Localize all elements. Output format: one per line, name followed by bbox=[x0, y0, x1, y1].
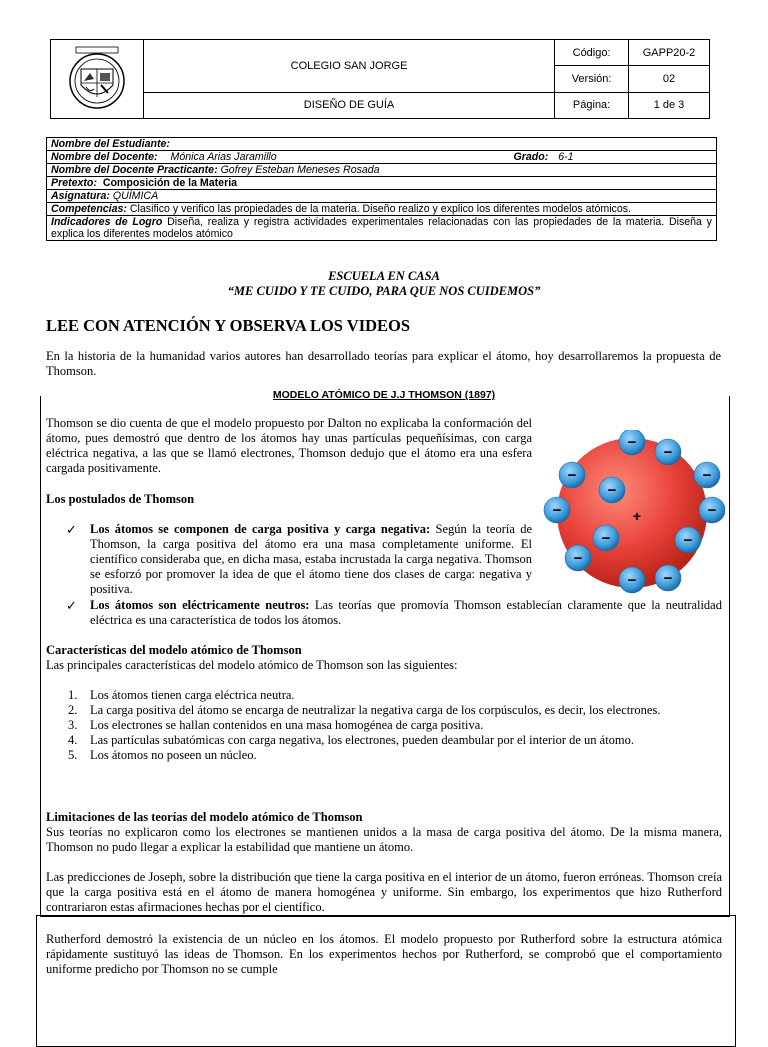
electron-minus-sign: − bbox=[702, 467, 712, 484]
docente-row bbox=[47, 151, 717, 164]
slogan-line2: “ME CUIDO Y TE CUIDO, PARA QUE NOS CUIDEMOS” bbox=[227, 284, 541, 298]
school-crest-icon bbox=[62, 45, 132, 111]
indicadores-label: Indicadores de Logro bbox=[51, 216, 163, 228]
limitaciones-title: Limitaciones de las teorías del modelo atómico de Thomson bbox=[46, 810, 363, 824]
intro-paragraph: En la historia de la humanidad varios autores han desarrollado teorías para explicar el átomo, hoy desarrollaremos la propuesta de Thomson. bbox=[46, 349, 721, 378]
list-item-text: Los electrones se hallan contenidos en una masa homogénea de carga positiva. bbox=[90, 718, 484, 732]
list-item bbox=[68, 718, 722, 733]
electron-minus-sign: − bbox=[663, 570, 673, 587]
list-number: 2. bbox=[68, 703, 78, 717]
list-number: 5. bbox=[68, 748, 78, 762]
pretexto-row bbox=[47, 177, 717, 190]
electron-minus-sign: − bbox=[627, 434, 637, 451]
school-logo-cell bbox=[51, 40, 144, 119]
estudiante-label: Nombre del Estudiante: bbox=[51, 138, 170, 150]
electron-minus-sign: − bbox=[552, 502, 562, 519]
caracteristicas-intro: Las principales características del modelo atómico de Thomson son las siguientes: bbox=[46, 658, 458, 672]
pagina-value: 1 de 3 bbox=[629, 92, 710, 118]
list-number: 3. bbox=[68, 718, 78, 732]
electron-minus-sign: − bbox=[683, 532, 693, 549]
pretexto-label: Pretexto: bbox=[51, 177, 97, 189]
limitaciones-p1: Sus teorías no explicaron como los electrones se mantienen unidos a la masa de carga positiva del átomo. De la misma manera, Thomson no pudo llegar a explicar la estabilidad que mantiene un átomo. bbox=[46, 825, 722, 854]
competencias-label: Competencias: bbox=[51, 203, 127, 215]
list-item bbox=[68, 748, 722, 763]
asignatura-label: Asignatura: bbox=[51, 190, 110, 202]
codigo-value: GAPP20-2 bbox=[629, 40, 710, 66]
docente-label: Nombre del Docente: bbox=[51, 151, 158, 163]
competencias-value: Clasifico y verifico las propiedades de la materia. Diseño realizo y explico los diferentes modelos atómicos. bbox=[129, 203, 631, 215]
list-item-text: Los átomos tienen carga eléctrica neutra. bbox=[90, 688, 295, 702]
grado-label: Grado: bbox=[513, 151, 549, 163]
model-title: MODELO ATÓMICO DE J.J THOMSON (1897) bbox=[272, 389, 496, 401]
caracteristicas-list bbox=[68, 688, 722, 763]
school-name: COLEGIO SAN JORGE bbox=[143, 40, 554, 93]
electron-minus-sign: − bbox=[663, 444, 673, 461]
grado-value: 6-1 bbox=[558, 151, 574, 163]
list-item bbox=[68, 688, 722, 703]
rutherford-paragraph: Rutherford demostró la existencia de un núcleo en los átomos. El modelo propuesto por Rutherford sobre la estructura atómica rápidamente sustituyó las ideas de Thomson. En los experimentos hechos por Rutherford, se comprobó que el comportamiento uniforme predicho por Thomson no se cumple bbox=[46, 932, 722, 976]
postulado-1-bold: Los átomos se componen de carga positiva y carga negativa: bbox=[90, 522, 431, 536]
list-item bbox=[68, 703, 722, 718]
list-number: 4. bbox=[68, 733, 78, 747]
limitaciones-p2: Las predicciones de Joseph, sobre la distribución que tiene la carga positiva en el interior de un átomo, fueron erróneas. Thomson creía que la carga positiva está en el átomo de manera homogénea y uniforme. Sin embargo, los experimentos que hizo Rutherford contrariaron estas afirmaciones hechas por el científico. bbox=[46, 870, 722, 914]
list-item-text: La carga positiva del átomo se encarga de neutralizar la negativa carga de los corpúsculos, es decir, los electrones. bbox=[90, 703, 661, 717]
electron-minus-sign: − bbox=[707, 502, 717, 519]
docente-value: Mónica Arias Jaramillo bbox=[170, 151, 277, 163]
pagina-label: Página: bbox=[555, 92, 629, 118]
version-value: 02 bbox=[629, 66, 710, 92]
list-item-text: Las partículas subatómicas con carga negativa, los electrones, pueden deambular por el interior de un átomo. bbox=[90, 733, 635, 747]
student-info-table bbox=[46, 137, 717, 241]
list-item bbox=[68, 733, 722, 748]
estudiante-row bbox=[47, 138, 717, 151]
header-table bbox=[50, 39, 710, 119]
checkmark-icon: ✓ bbox=[66, 598, 77, 613]
practicante-label: Nombre del Docente Practicante: bbox=[51, 164, 218, 176]
thomson-atom-illustration bbox=[540, 430, 725, 595]
caracteristicas-title: Características del modelo atómico de Thomson bbox=[46, 643, 302, 657]
checkmark-icon: ✓ bbox=[66, 522, 77, 537]
postulado-1 bbox=[66, 522, 532, 597]
codigo-label: Código: bbox=[555, 40, 629, 66]
postulado-2-bold: Los átomos son eléctricamente neutros: bbox=[90, 598, 310, 612]
electron-minus-sign: − bbox=[567, 467, 577, 484]
section-heading: LEE CON ATENCIÓN Y OBSERVA LOS VIDEOS bbox=[46, 316, 411, 335]
pretexto-value: Composición de la Materia bbox=[102, 177, 238, 189]
indicadores-row bbox=[47, 216, 717, 241]
list-item-text: Los átomos no poseen un núcleo. bbox=[90, 748, 257, 762]
electron-minus-sign: − bbox=[607, 482, 617, 499]
list-number: 1. bbox=[68, 688, 78, 702]
practicante-value: Gofrey Esteban Meneses Rosada bbox=[220, 164, 380, 176]
electron-minus-sign: − bbox=[573, 550, 583, 567]
postulado-1-text: Según la teoría de Thomson, la carga positiva del átomo era una masa completamente uniforme. El científico consideraba que, en dicha masa, estaba incrustada la carga negativa. Thomson se esforzó por promover la idea de que el átomo tiene dos clases de carga: negativa y positiva. bbox=[90, 522, 532, 596]
model-intro: Thomson se dio cuenta de que el modelo propuesto por Dalton no explicaba la conformación del átomo, pues demostró que dentro de los átomos hay unas partículas pequeñísimas, con carga eléctrica negativa, a las que se llamó electrones, Thomson dedujo que el átomo era una esfera cargada positivamente. bbox=[46, 416, 532, 475]
asignatura-value: QUÍMICA bbox=[112, 190, 159, 202]
electron-minus-sign: − bbox=[601, 530, 611, 547]
practicante-row bbox=[47, 164, 717, 177]
postulados-title: Los postulados de Thomson bbox=[46, 492, 195, 506]
slogan-line1: ESCUELA EN CASA bbox=[328, 269, 440, 283]
asignatura-row bbox=[47, 190, 717, 203]
competencias-row bbox=[47, 203, 717, 216]
doc-title: DISEÑO DE GUÍA bbox=[143, 92, 554, 118]
postulado-2-text: Las teorías que promovía Thomson establecían claramente que la neutralidad eléctrica es una característica de todos los átomos. bbox=[90, 598, 722, 627]
version-label: Versión: bbox=[555, 66, 629, 92]
center-plus-sign: + bbox=[632, 508, 642, 524]
electron-minus-sign: − bbox=[627, 572, 637, 589]
indicadores-value: Diseña, realiza y registra actividades experimentales relacionadas con las propiedades de la materia. Diseña y explica los diferentes modelos atómico bbox=[51, 216, 712, 240]
postulado-2 bbox=[66, 598, 722, 628]
